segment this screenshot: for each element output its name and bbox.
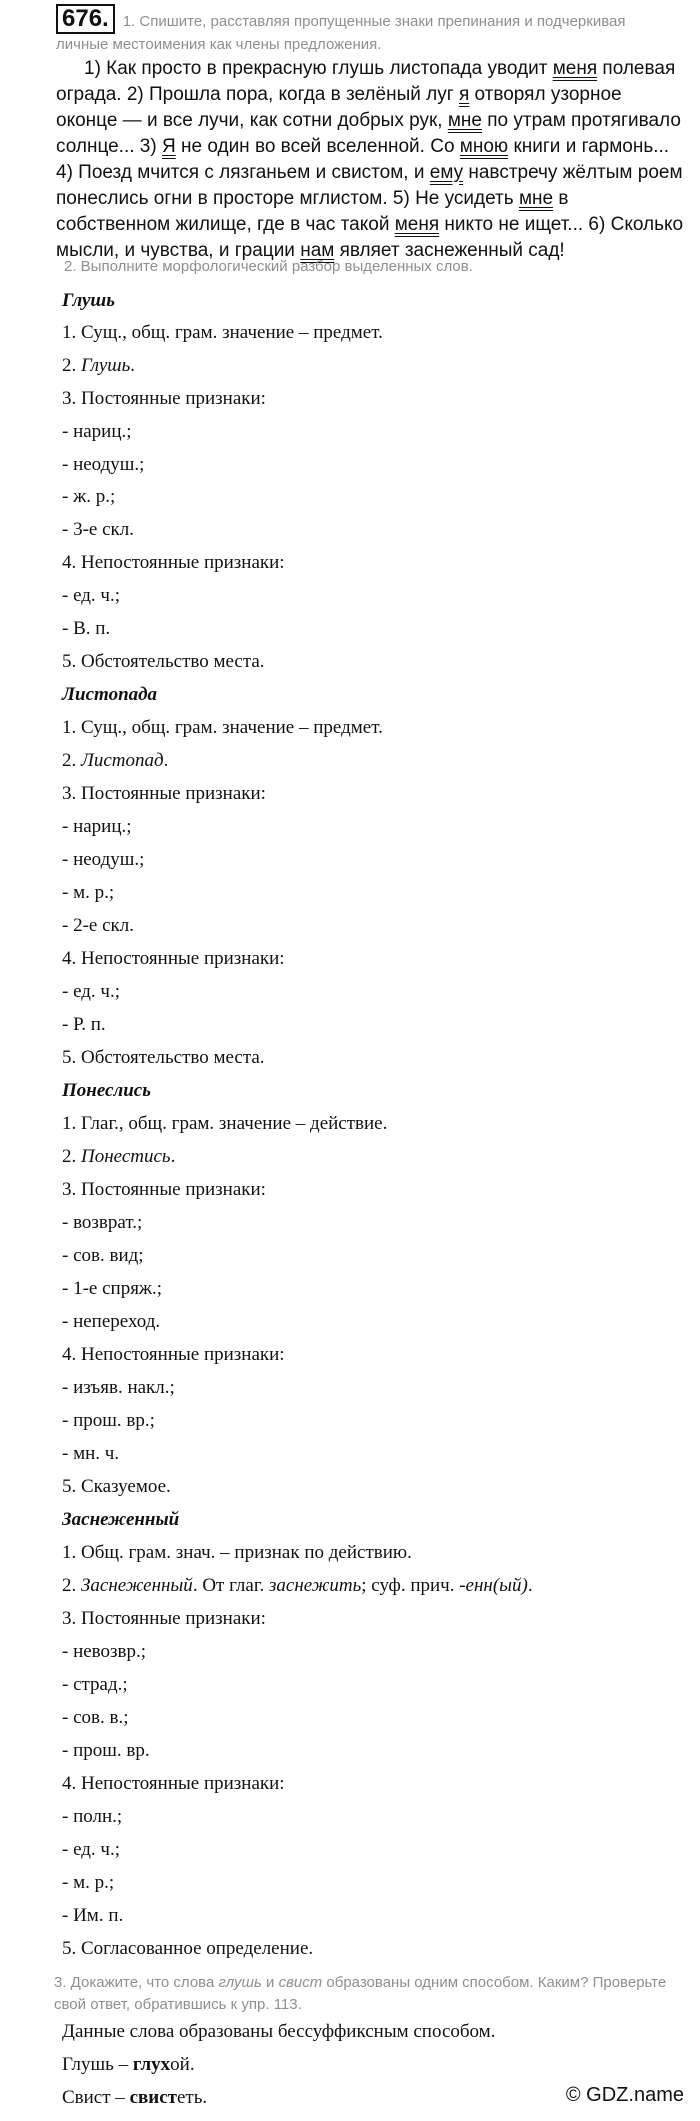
sentence-text: навстречу жёлтым роем понеслись огни в просторе мглистом. [56,162,683,209]
analysis-line: 1. Глаг., общ. грам. значение – действие. [62,1113,388,1134]
analysis-line: 5. Согласованное определение. [62,1938,314,1959]
analysis-line: - нариц.; [62,421,132,442]
analysis-line: 3. Постоянные признаки: [62,388,266,409]
analysis-line: - сов. в.; [62,1707,129,1728]
analysis-word-zasnezhenny: Заснеженный [62,1509,180,1530]
exercise-text [56,56,686,264]
analysis-line: - мн. ч. [62,1443,120,1464]
analysis-line: - м. р.; [62,882,115,903]
analysis-line: - ед. ч.; [62,981,121,1002]
analysis-line: 5. Обстоятельство места. [62,1047,265,1068]
answer-line: Глушь – глухой. [62,2054,195,2075]
analysis-line: 2. Листопад. [62,750,169,771]
analysis-line: - 2-е скл. [62,915,134,936]
analysis-line: - нариц.; [62,816,132,837]
analysis-line: 2. Глушь. [62,355,136,376]
pronoun: нам [300,240,335,261]
analysis-line: - 3-е скл. [62,519,134,540]
pronoun: Я [161,136,176,157]
task2-instruction: 2. Выполните морфологический разбор выделенных слов. [64,258,473,275]
analysis-line: 5. Сказуемое. [62,1476,171,1497]
sentence-text: книги и гармонь... [508,136,670,157]
exercise-number: 676. [56,4,115,34]
task3-instruction: 3. Докажите, что слова глушь и свист образованы одним способом. Каким? Проверьте свой ответ, обратившись к упр. 113. [54,1974,667,2013]
sentence-text: 2) Прошла пора, когда в зелёный луг [126,84,459,105]
sentence-text: 3) [139,136,162,157]
sentence-text: 4) Поезд мчится с лязганьем и свистом, и [56,162,430,183]
analysis-line: 3. Постоянные признаки: [62,1608,266,1629]
analysis-word-poneslis: Понеслись [62,1080,151,1101]
pronoun: меня [552,58,598,79]
analysis-line: - невозвр.; [62,1641,147,1662]
pronoun: мною [459,136,509,157]
analysis-line: 1. Общ. грам. знач. – признак по действию. [62,1542,412,1563]
analysis-line: 3. Постоянные признаки: [62,783,266,804]
analysis-line: 4. Непостоянные признаки: [62,948,285,969]
analysis-line: - неодуш.; [62,454,145,475]
analysis-line: - неодуш.; [62,849,145,870]
pronoun: мне [518,188,554,209]
watermark: © GDZ.name [565,2084,684,2106]
analysis-line: - ед. ч.; [62,585,121,606]
answer-line: Свист – свистеть. [62,2087,208,2108]
analysis-line: - Им. п. [62,1905,124,1926]
analysis-line: 3. Постоянные признаки: [62,1179,266,1200]
sentence-text: по утрам протягивало солнце... [56,110,681,157]
sentence-text: в собственном жилище, где в час такой [56,188,569,235]
exercise-header [56,4,676,56]
sentence-text: 1) Как просто в прекрасную глушь листопада уводит [84,58,553,79]
analysis-line: - Р. п. [62,1014,106,1035]
analysis-line: - полн.; [62,1806,123,1827]
analysis-line: - сов. вид; [62,1245,144,1266]
sentence-text: отворял узорное оконце — и все лучи, как сотни добрых рук, [56,84,622,131]
analysis-line: - ед. ч.; [62,1839,121,1860]
sentence-text: 5) Не усидеть [392,188,519,209]
pronoun: я [458,84,470,105]
pronoun: ему [429,162,464,183]
analysis-line: - страд.; [62,1674,128,1695]
analysis-line: - 1-е спряж.; [62,1278,163,1299]
analysis-line: 1. Сущ., общ. грам. значение – предмет. [62,322,383,343]
analysis-line: - возврат.; [62,1212,143,1233]
analysis-line: 2. Заснеженный. От глаг. заснежить; суф. прич. -енн(ый). [62,1575,533,1596]
analysis-line: 4. Непостоянные признаки: [62,1773,285,1794]
sentence-text: не один во всей вселенной. [175,136,431,157]
analysis-line: - прош. вр. [62,1740,150,1761]
analysis-line: - м. р.; [62,1872,115,1893]
sentence-text: полевая ограда. [56,58,676,105]
analysis-line: - прош. вр.; [62,1410,155,1431]
answer-line: Данные слова образованы бессуффиксным способом. [62,2021,496,2042]
sentence-text: Со [430,136,460,157]
pronoun: меня [394,214,440,235]
analysis-line: - В. п. [62,618,111,639]
pronoun: мне [447,110,482,131]
analysis-line: 2. Понестись. [62,1146,176,1167]
sentence-text: никто не ищет... [439,214,589,235]
analysis-line: 1. Сущ., общ. грам. значение – предмет. [62,717,383,738]
sentence-text: являет заснеженный сад! [334,240,565,261]
sentence-text: 6) Сколько мысли, и чувства, и грации [56,214,684,261]
analysis-word-glush: Глушь [62,290,115,311]
analysis-line: - изъяв. накл.; [62,1377,175,1398]
analysis-line: 4. Непостоянные признаки: [62,552,285,573]
analysis-line: - ж. р.; [62,486,116,507]
task1-instruction: 1. Спишите, расставляя пропущенные знаки препинания и подчеркивая личные местоимения как члены предложения. [56,13,626,53]
analysis-word-listopada: Листопада [62,684,158,705]
analysis-line: 4. Непостоянные признаки: [62,1344,285,1365]
analysis-line: - непереход. [62,1311,161,1332]
analysis-line: 5. Обстоятельство места. [62,651,265,672]
